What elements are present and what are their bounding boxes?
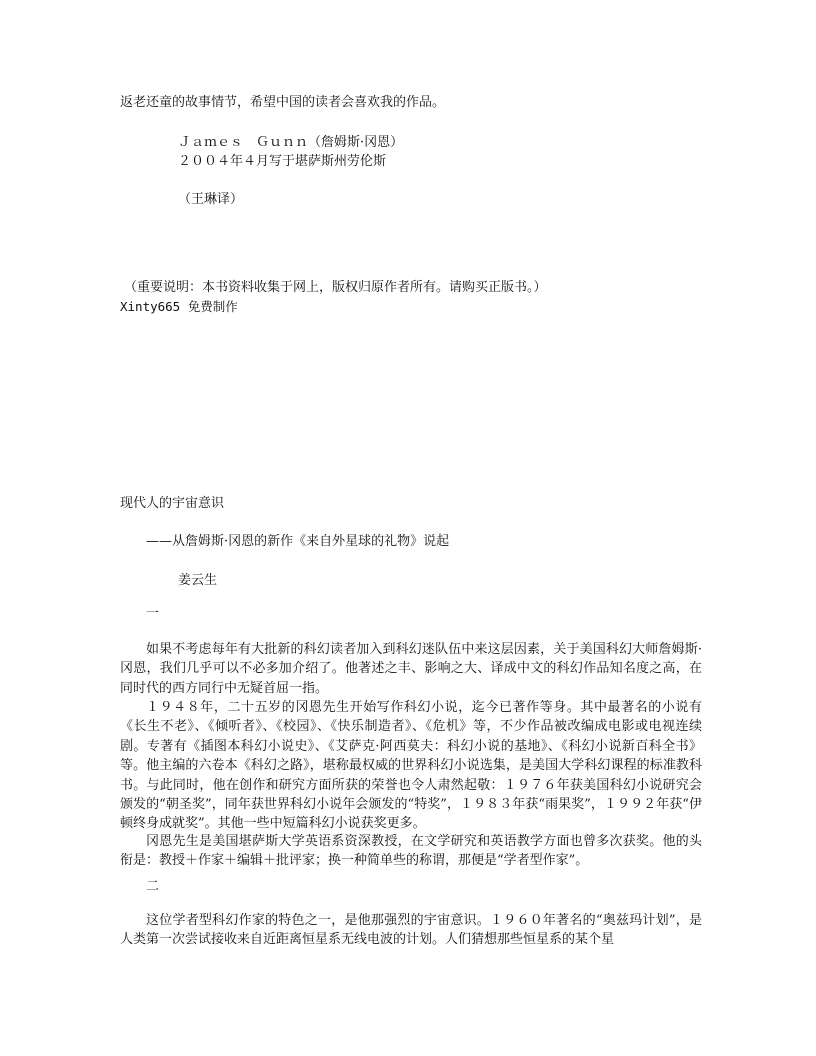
paragraph-1: 如果不考虑每年有大批新的科幻读者加入到科幻迷队伍中来这层因素，关于美国科幻大师詹姆斯·冈恩，我们几乎可以不必多加介绍了。他著述之丰、影响之大、译成中文的科幻作品知名度之高，在同时代的西方同行中无疑首屈一指。 [120, 642, 702, 696]
section-heading-one: 一 [146, 606, 160, 621]
date-line: ２００４年４月写于堪萨斯州劳伦斯 [178, 154, 387, 169]
closing-line: 返老还童的故事情节，希望中国的读者会喜欢我的作品。 [120, 95, 446, 110]
copyright-disclaimer: （重要说明：本书资料收集于网上，版权归原作者所有。请购买正版书。） [124, 280, 547, 295]
translator-note: （王琳译） [178, 192, 244, 207]
producer-credit: Xinty665 免费制作 [120, 299, 238, 314]
article-subtitle: ——从詹姆斯·冈恩的新作《来自外星球的礼物》说起 [146, 534, 450, 549]
section-heading-two: 二 [146, 879, 160, 894]
article-title: 现代人的宇宙意识 [120, 496, 225, 511]
paragraph-2: １９４８年，二十五岁的冈恩先生开始写作科幻小说，迄今已著作等身。其中最著名的小说有《长生不老》、《倾听者》、《校园》、《快乐制造者》、《危机》等，不少作品被改编成电影或电视连续剧。专著有《插图本科幻小说史》、《艾萨克·阿西莫夫：科幻小说的基地》、《科幻小说新百科全书》等。他主编的六卷本《科幻之路》，堪称最权威的世界科幻小说选集，是美国大学科幻课程的标准教科书。与此同时，他在创作和研究方面所获的荣誉也令人肃然起敬：１９７６年获美国科幻小说研究会颁发的“朝圣奖”，同年获世界科幻小说年会颁发的“特奖”，１９８３年获“雨果奖”，１９９２年获“伊顿终身成就奖”。其他一些中短篇科幻小说获奖更多。 [120, 700, 702, 832]
paragraph-3: 冈恩先生是美国堪萨斯大学英语系资深教授，在文学研究和英语教学方面也曾多次获奖。他的头衔是：教授＋作家＋编辑＋批评家；换一种简单些的称谓，那便是“学者型作家”。 [120, 834, 702, 869]
article-author: 姜云生 [178, 573, 218, 588]
paragraph-4: 这位学者型科幻作家的特色之一，是他那强烈的宇宙意识。１９６０年著名的“奥兹玛计划”，是人类第一次尝试接收来自近距离恒星系无线电波的计划。人们猜想那些恒星系的某个星 [120, 913, 702, 948]
author-signature: Ｊａｍｅｓ Ｇｕｎｎ（詹姆斯·冈恩） [178, 135, 404, 150]
